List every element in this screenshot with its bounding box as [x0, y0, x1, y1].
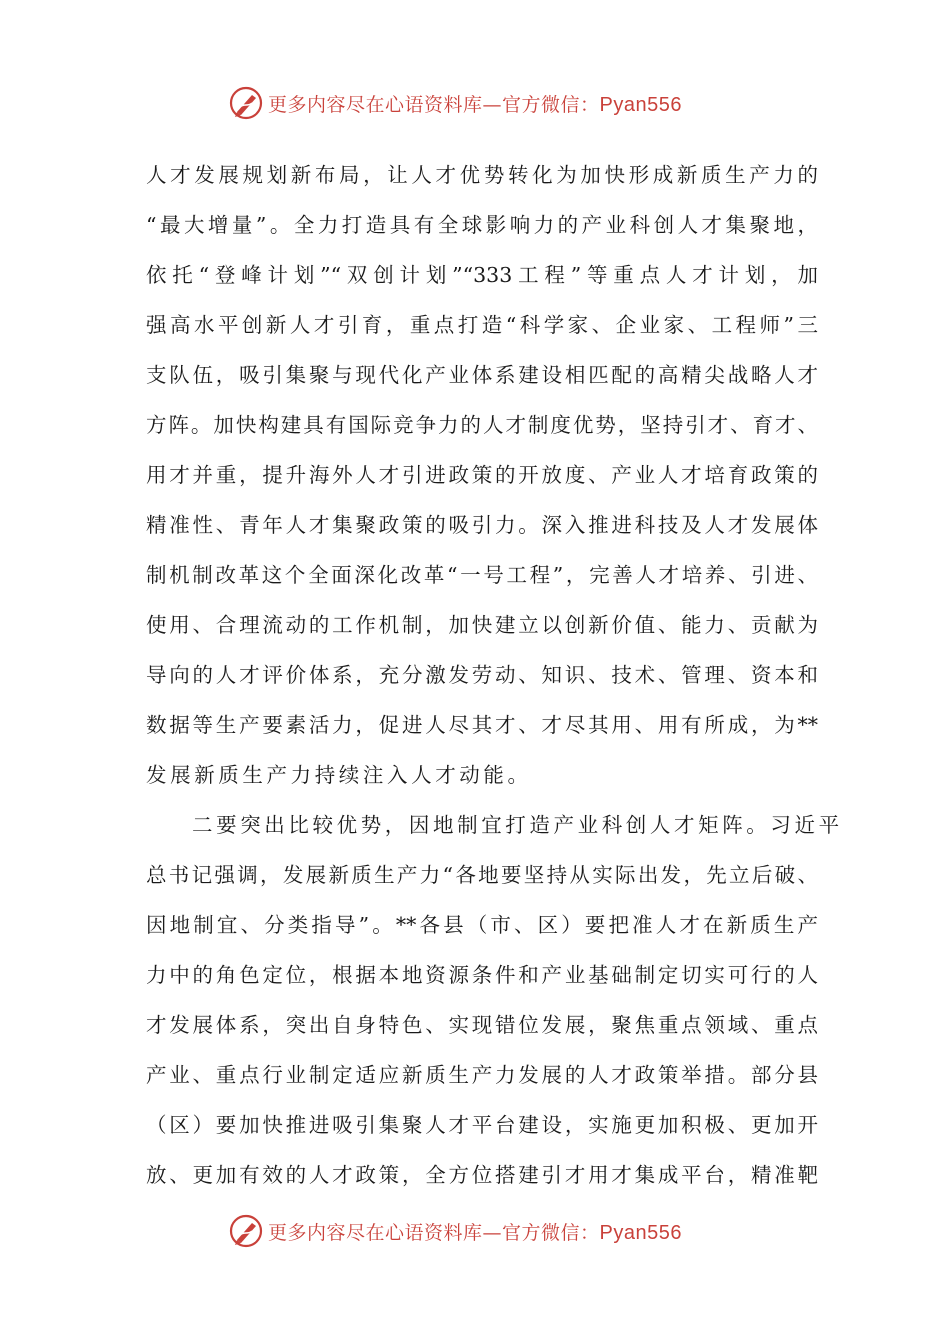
body-line: 制机制改革这个全面深化改革“一号工程”，完善人才培养、引进、: [146, 563, 818, 587]
body-line: “最大增量”。全力打造具有全球影响力的产业科创人才集聚地，: [146, 213, 818, 237]
document-body: [146, 150, 843, 1200]
body-line: （区）要加快推进吸引集聚人才平台建设，实施更加积极、更加开: [146, 1113, 818, 1137]
body-line: 力中的角色定位，根据本地资源条件和产业基础制定切实可行的人: [146, 963, 818, 987]
body-line: 总书记强调，发展新质生产力“各地要坚持从实际出发，先立后破、: [146, 863, 818, 887]
body-line: 支队伍，吸引集聚与现代化产业体系建设相匹配的高精尖战略人才: [146, 363, 818, 387]
banner-text: [268, 90, 682, 117]
pen-logo-icon: [228, 1213, 264, 1249]
body-line: 人才发展规划新布局，让人才优势转化为加快形成新质生产力的: [146, 163, 818, 187]
banner-text: [268, 1218, 682, 1245]
body-line: 用才并重，提升海外人才引进政策的开放度、产业人才培育政策的: [146, 463, 818, 487]
body-line: 数据等生产要素活力，促进人尽其才、才尽其用、用有所成，为**: [146, 713, 818, 737]
banner-wechat-id: Pyan556: [599, 93, 682, 116]
footer-banner: [228, 1211, 748, 1251]
body-line: 使用、合理流动的工作机制，加快建立以创新价值、能力、贡献为: [146, 613, 818, 637]
body-line: 因地制宜、分类指导”。**各县（市、区）要把准人才在新质生产: [146, 913, 818, 937]
body-line: 发展新质生产力持续注入人才动能。: [146, 763, 532, 787]
body-line: 导向的人才评价体系，充分激发劳动、知识、技术、管理、资本和: [146, 663, 818, 687]
body-line: 产业、重点行业制定适应新质生产力发展的人才政策举措。部分县: [146, 1063, 818, 1087]
banner-text-cn: 更多内容尽在心语资料库—官方微信：: [268, 93, 600, 116]
body-line: 放、更加有效的人才政策，全方位搭建引才用才集成平台，精准靶: [146, 1163, 818, 1187]
banner-text-cn: 更多内容尽在心语资料库—官方微信：: [268, 1221, 600, 1244]
body-line: 精准性、青年人才集聚政策的吸引力。深入推进科技及人才发展体: [146, 513, 818, 537]
body-line: 依托“登峰计划”“双创计划”“333工程”等重点人才计划，加: [146, 263, 818, 287]
body-line: 方阵。加快构建具有国际竞争力的人才制度优势，坚持引才、育才、: [146, 413, 818, 437]
body-line-paragraph-start: 二要突出比较优势，因地制宜打造产业科创人才矩阵。习近平: [192, 813, 843, 837]
body-line: 才发展体系，突出自身特色、实现错位发展，聚焦重点领域、重点: [146, 1013, 818, 1037]
banner-wechat-id: Pyan556: [599, 1221, 682, 1244]
body-line: 强高水平创新人才引育，重点打造“科学家、企业家、工程师”三: [146, 313, 818, 337]
pen-logo-icon: [228, 85, 264, 121]
header-banner: [228, 83, 748, 123]
